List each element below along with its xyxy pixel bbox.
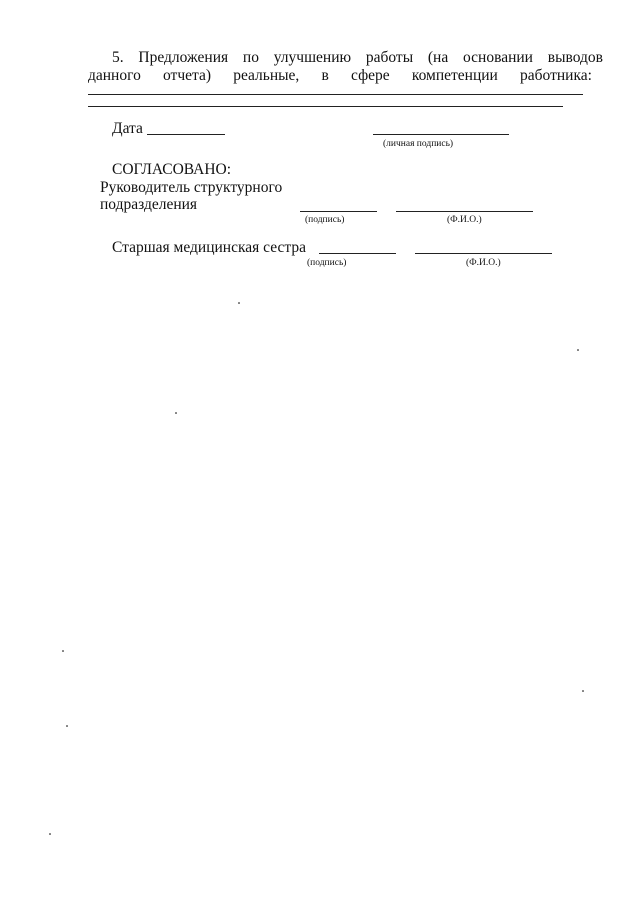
item5-word: Предложения bbox=[138, 49, 229, 66]
head-signature-field[interactable] bbox=[300, 211, 377, 212]
item5-word: сфере bbox=[351, 67, 390, 84]
item5-word: данного bbox=[88, 67, 141, 84]
item5-word: реальные, bbox=[233, 67, 300, 84]
nurse-name-field[interactable] bbox=[415, 253, 552, 254]
scan-speck bbox=[49, 833, 51, 835]
item5-line1 bbox=[112, 49, 603, 67]
scan-speck bbox=[62, 650, 64, 652]
item5-word: компетенции bbox=[411, 67, 498, 84]
item5-word: отчета) bbox=[163, 67, 212, 84]
nurse-name-caption: (Ф.И.О.) bbox=[466, 258, 501, 268]
head-of-unit-line1: Руководитель структурного bbox=[100, 179, 283, 196]
item5-word: работы bbox=[365, 49, 414, 66]
item5-line2 bbox=[88, 67, 592, 85]
scan-speck bbox=[577, 349, 579, 351]
nurse-signature-field[interactable] bbox=[319, 253, 396, 254]
senior-nurse-label: Старшая медицинская сестра bbox=[112, 239, 306, 256]
scan-speck bbox=[582, 690, 584, 692]
answer-line-2[interactable] bbox=[88, 106, 563, 107]
item5-word: основании bbox=[463, 49, 533, 66]
head-signature-caption: (подпись) bbox=[305, 215, 345, 225]
item5-word: по bbox=[242, 49, 259, 66]
personal-signature-field[interactable] bbox=[373, 134, 509, 135]
scan-speck bbox=[238, 302, 240, 304]
scan-speck bbox=[175, 412, 177, 414]
item5-word: 5. bbox=[112, 49, 124, 66]
date-field[interactable] bbox=[147, 134, 225, 135]
item5-word: улучшению bbox=[273, 49, 352, 66]
date-label: Дата bbox=[112, 120, 143, 137]
approval-title: СОГЛАСОВАНО: bbox=[112, 161, 232, 178]
head-name-field[interactable] bbox=[396, 211, 533, 212]
item5-word: выводов bbox=[547, 49, 603, 66]
head-name-caption: (Ф.И.О.) bbox=[447, 215, 482, 225]
item5-word: в bbox=[321, 67, 329, 84]
scan-speck bbox=[66, 725, 68, 727]
personal-signature-caption: (личная подпись) bbox=[383, 139, 454, 149]
item5-word: (на bbox=[427, 49, 449, 66]
nurse-signature-caption: (подпись) bbox=[307, 258, 347, 268]
answer-line-1[interactable] bbox=[88, 94, 583, 95]
head-of-unit-line2: подразделения bbox=[100, 196, 198, 213]
item5-word: работника: bbox=[520, 67, 592, 84]
